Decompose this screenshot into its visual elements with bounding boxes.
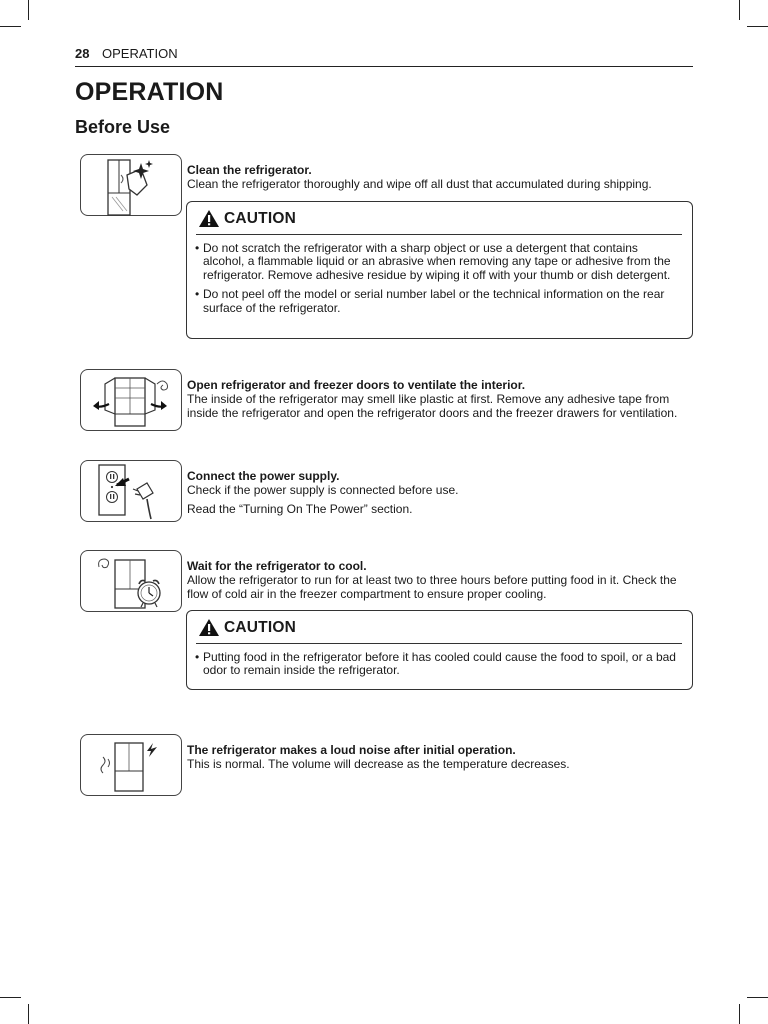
step-body: Clean the refrigerator thoroughly and wipe off all dust that accumulated during shipping.	[187, 177, 652, 191]
caution-box	[186, 610, 693, 690]
header-section-name: OPERATION	[102, 46, 178, 61]
refrigerator-noise-icon	[80, 734, 182, 796]
step-power	[187, 469, 697, 516]
refrigerator-cleaning-icon	[80, 154, 182, 216]
open-doors-ventilate-icon	[80, 369, 182, 431]
crop-mark	[739, 1004, 740, 1024]
step-title: Open refrigerator and freezer doors to ventilate the interior.	[187, 378, 526, 392]
caution-label: CAUTION	[224, 618, 297, 636]
page-number: 28	[75, 46, 90, 61]
warning-triangle-icon	[198, 618, 220, 637]
step-body: The inside of the refrigerator may smell like plastic at first. Remove any adhesive tape from inside the refrigerator and open the refrigerator doors and the freezer drawers for ventilation.	[187, 392, 678, 420]
step-title: Connect the power supply.	[187, 469, 340, 483]
crop-mark	[28, 1004, 29, 1024]
step-body: This is normal. The volume will decrease as the temperature decreases.	[187, 757, 570, 771]
warning-triangle-icon	[198, 209, 220, 228]
crop-mark	[28, 0, 29, 20]
step-ventilate	[187, 378, 697, 420]
step-body: Check if the power supply is connected before use.	[187, 483, 459, 497]
section-subtitle: Before Use	[75, 117, 171, 137]
power-plug-outlet-icon	[80, 460, 182, 522]
crop-mark	[739, 0, 740, 20]
page-title: OPERATION	[75, 78, 224, 106]
step-body: Allow the refrigerator to run for at least two to three hours before putting food in it. Check the flow of cold air in the freezer compartment to ensure proper cooling.	[187, 573, 677, 601]
caution-header	[196, 209, 682, 235]
step-noise	[187, 743, 697, 771]
step-clean	[187, 163, 697, 191]
step-body: Read the “Turning On The Power” section.	[187, 502, 413, 516]
crop-mark	[0, 26, 21, 27]
step-title: Clean the refrigerator.	[187, 163, 312, 177]
page-header	[75, 46, 693, 67]
caution-item: • Do not peel off the model or serial number label or the technical information on the rear surface of the refrigerator.	[196, 288, 682, 315]
crop-mark	[0, 997, 21, 998]
caution-header	[196, 618, 682, 644]
crop-mark	[747, 997, 768, 998]
caution-label: CAUTION	[224, 209, 297, 227]
caution-list	[196, 651, 682, 678]
caution-item: • Putting food in the refrigerator before it has cooled could cause the food to spoil, or a bad odor to remain inside the refrigerator.	[196, 651, 682, 678]
step-title: Wait for the refrigerator to cool.	[187, 559, 367, 573]
alarm-clock-cooling-icon	[80, 550, 182, 612]
caution-list	[196, 242, 682, 315]
step-title: The refrigerator makes a loud noise after initial operation.	[187, 743, 516, 757]
step-cool	[187, 559, 697, 601]
caution-box	[186, 201, 693, 339]
caution-item: • Do not scratch the refrigerator with a sharp object or use a detergent that contains alcohol, a flammable liquid or an abrasive when removing any tape or adhesive from the refrigerator. Remove adhesive residue by wiping it off with your thumb or dish detergent.	[196, 242, 682, 282]
crop-mark	[747, 26, 768, 27]
